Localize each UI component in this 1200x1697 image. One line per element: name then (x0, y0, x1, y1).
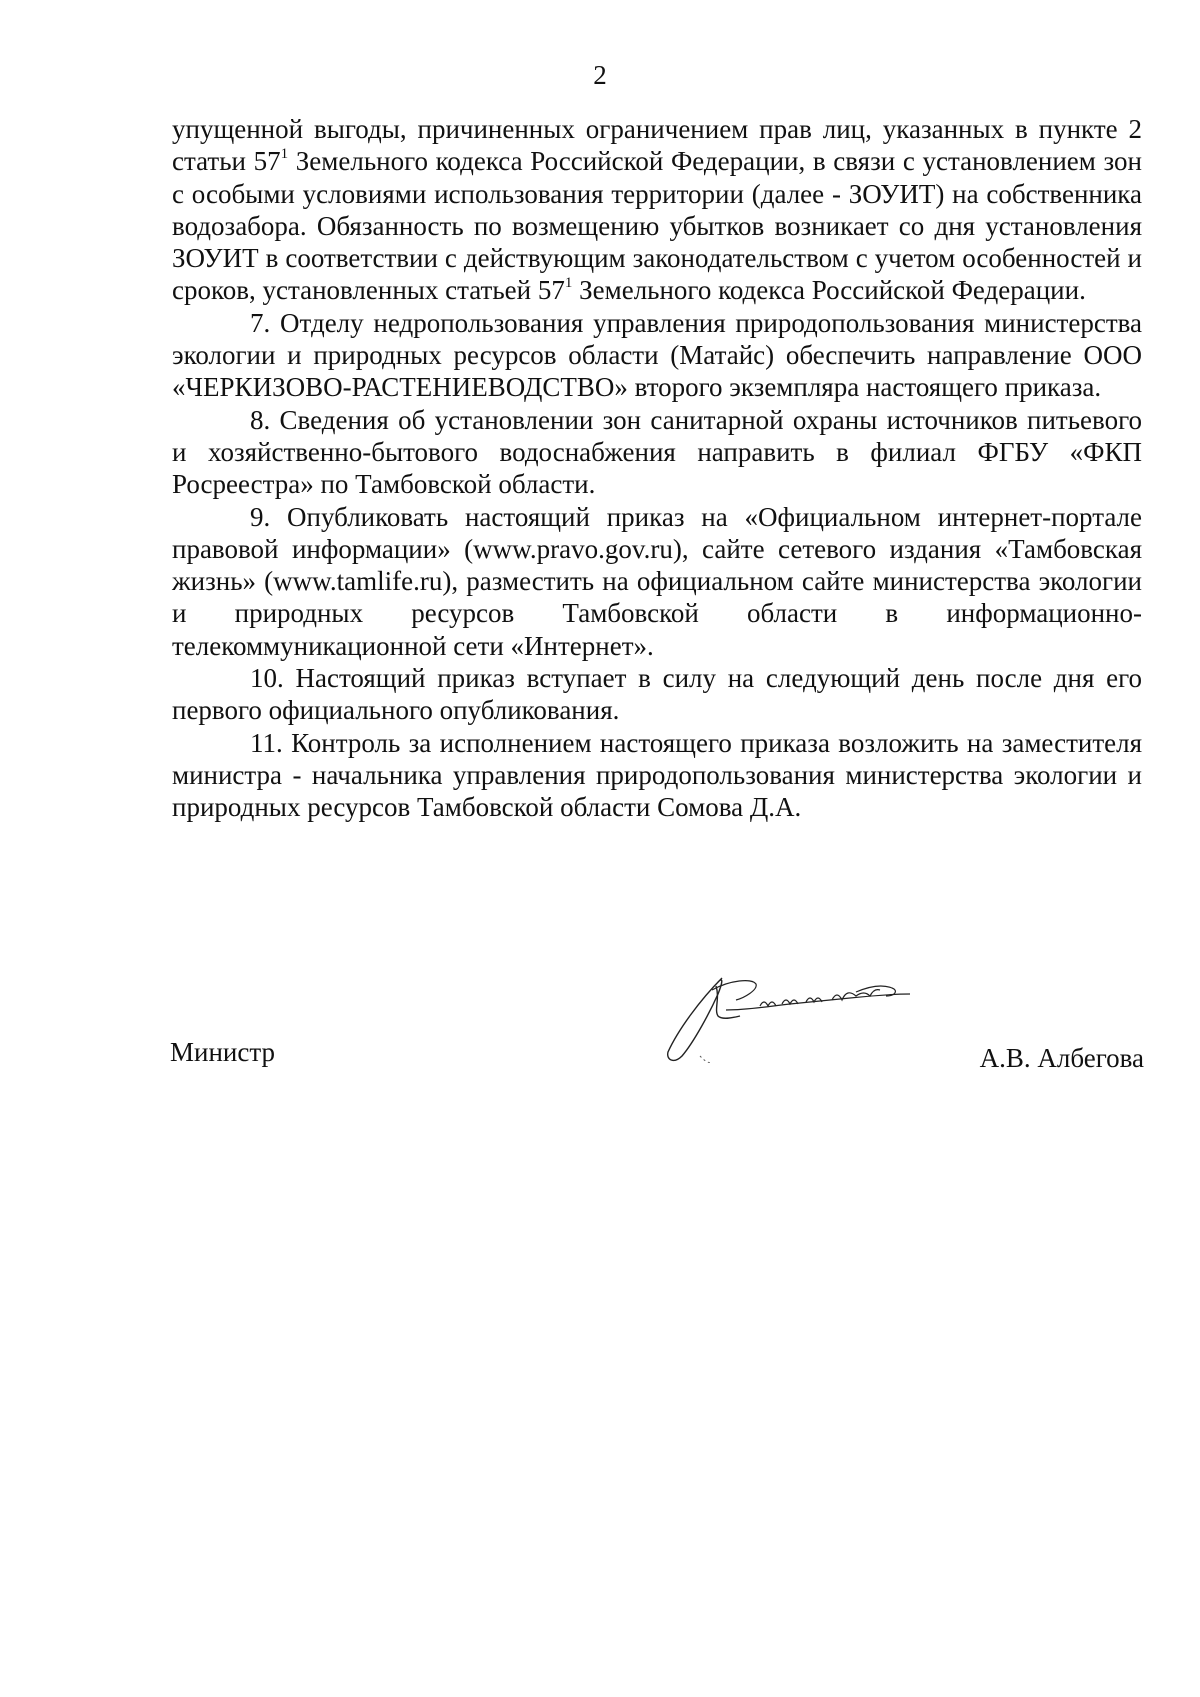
paragraph-11: 11. Контроль за исполнением настоящего приказа возложить на заместителя министра - начальника управления природопользования министерства экологии и природных ресурсов Тамбовской области Сомова Д.А. (172, 727, 1142, 823)
signer-name: А.В. Албегова (979, 1043, 1144, 1073)
paragraph-text-middle: Земельного кодекса Российской Федерации, в связи с установлением зон с особыми условиями использования территории (далее - ЗОУИТ) на собственника водозабора. Обязанность по возмещению убытков возникает со дня установления ЗОУИТ в соответствии с действующим законодательством с учетом особенностей и сроков, установленных статьей 57 (172, 146, 1142, 306)
handwritten-signature (660, 960, 940, 1070)
document-body (172, 113, 1142, 824)
superscript-2: 1 (564, 275, 573, 292)
paragraph-7: 7. Отделу недропользования управления природопользования министерства экологии и природных ресурсов области (Матайс) обеспечить направление ООО «ЧЕРКИЗОВО-РАСТЕНИЕВОДСТВО» второго экземпляра настоящего приказа. (172, 307, 1142, 403)
paragraph-text-start: упущенной выгоды, причиненных ограничением прав лиц, указанных в пункте 2 статьи 57 (172, 114, 1142, 177)
page-number: 2 (593, 60, 607, 90)
signer-position: Министр (170, 1037, 275, 1067)
paragraph-8: 8. Сведения об установлении зон санитарной охраны источников питьевого и хозяйственно-бытового водоснабжения направить в филиал ФГБУ «ФКП Росреестра» по Тамбовской области. (172, 404, 1142, 500)
superscript-1: 1 (280, 146, 289, 163)
paragraph-9: 9. Опубликовать настоящий приказ на «Официальном интернет-портале правовой информации» (www.pravo.gov.ru), сайте сетевого издания «Тамбовская жизнь» (www.tamlife.ru), разместить на официальном сайте министерства экологии и природных ресурсов Тамбовской области в информационно-телекоммуникационной сети «Интернет». (172, 501, 1142, 661)
paragraph-text-end: Земельного кодекса Российской Федерации. (572, 275, 1086, 306)
paragraph-continuation (172, 113, 1142, 307)
paragraph-10: 10. Настоящий приказ вступает в силу на следующий день после дня его первого официального опубликования. (172, 663, 1142, 726)
